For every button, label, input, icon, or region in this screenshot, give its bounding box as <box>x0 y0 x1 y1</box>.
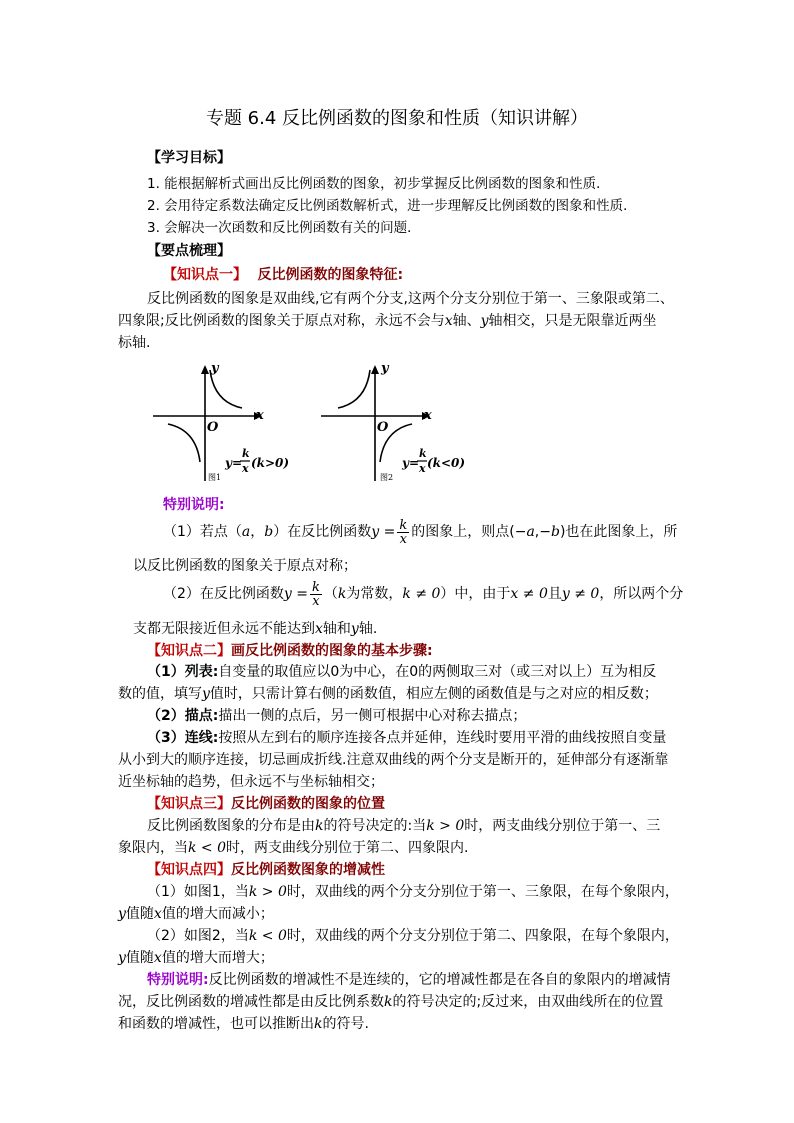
y-axis-label: y <box>381 361 389 376</box>
formula-denominator: x <box>419 462 426 475</box>
kp4-line <box>147 881 679 901</box>
kp2-title: 画反比例函数的图象的基本步骤: <box>231 643 433 659</box>
goal-item: 3. 会解决一次函数和反比例函数有关的问题． <box>147 220 421 236</box>
k-condition: k ≠ 0 <box>402 586 441 602</box>
note1-line <box>163 516 677 548</box>
text: 值随 <box>125 950 154 966</box>
text: ， <box>250 524 265 540</box>
page-title: 专题 6.4 反比例函数的图象和性质（知识讲解） <box>205 108 589 129</box>
k-var: k <box>314 1016 323 1032</box>
fraction-numerator: k <box>399 517 408 533</box>
b-var: b <box>550 524 560 540</box>
x-var: x <box>315 621 323 637</box>
text: 值的增大而减小； <box>161 906 274 922</box>
text: （1）如图1，当 <box>147 884 249 900</box>
text: 时，两支曲线分别位于第一、三 <box>464 818 661 834</box>
text: 轴. <box>358 621 378 637</box>
x-var: x <box>444 313 453 329</box>
text: ，所以两个分 <box>599 586 684 602</box>
kp2-line <box>147 727 666 747</box>
kp1-para-line: 标轴. <box>118 335 151 351</box>
kp4-line <box>147 925 679 945</box>
origin-label: O <box>207 420 219 435</box>
kp1-heading <box>163 264 403 284</box>
y-condition: y ≠ 0 <box>561 586 600 602</box>
formula-prefix: y= <box>225 456 243 470</box>
note2-line <box>118 1013 369 1033</box>
kp2-line: 近坐标轴的趋势，但永远不与坐标轴相交； <box>118 774 384 790</box>
note2-label: 特别说明: <box>147 972 209 988</box>
step-label: （1）列表: <box>147 664 219 680</box>
text: 支都无限接近但永远不能达到 <box>133 621 315 637</box>
step-label: （3）连线: <box>147 730 219 746</box>
text: 为常数， <box>346 586 403 602</box>
text: 描出一侧的点后，另一侧可根据中心对称去描点； <box>218 708 527 724</box>
kp2-line <box>118 683 658 703</box>
y-equals: y = <box>371 524 396 540</box>
text: ,− <box>534 524 551 540</box>
formula-numerator: k <box>419 447 427 460</box>
fraction-denominator: x <box>312 593 320 609</box>
x-var: x <box>153 950 162 966</box>
x-axis-label: x <box>424 408 432 423</box>
x-condition: x ≠ 0 <box>510 586 548 602</box>
formula-prefix: y= <box>402 456 420 470</box>
note2-line <box>118 991 663 1011</box>
text: 时，两支曲线分别位于第二、四象限内. <box>226 840 469 856</box>
y-axis-arrow <box>371 365 379 374</box>
fraction-denominator: x <box>399 531 407 547</box>
x-var: x <box>153 906 162 922</box>
b-var: b <box>264 524 274 540</box>
note1-line <box>163 578 683 610</box>
kp2-line <box>147 661 656 681</box>
text: 数的值，填写 <box>118 686 202 702</box>
fraction-k-over-x <box>397 519 409 546</box>
text: 况，反比例函数的增减性都是由反比例系数 <box>118 994 384 1010</box>
text: 的符号决定的;反过来，由双曲线所在的位置 <box>392 994 664 1010</box>
y-var: y <box>480 313 489 329</box>
figure-caption: 图2 <box>380 473 394 482</box>
text: 值的增大而增大； <box>161 950 274 966</box>
text: 的图象上，则点(− <box>411 524 527 540</box>
text: 反比例函数图象的分布是由 <box>147 818 315 834</box>
kp1-para-line: 反比例函数的图象是双曲线,它有两个分支,这两个分支分别位于第一、三象限或第二、 <box>147 291 674 307</box>
hyperbola-branch-q3 <box>168 424 200 462</box>
text: 反比例函数的增减性不是连续的，它的增减性都是在各自的象限内的增减情 <box>208 972 671 988</box>
text: 按照从左到右的顺序连接各点并延伸，连线时要用平滑的曲线按照自变量 <box>218 730 667 746</box>
kp2-heading <box>147 640 433 660</box>
y-equals: y = <box>283 586 309 602</box>
goal-item: 2. 会用待定系数法确定反比例函数解析式，进一步理解反比例函数的图象和性质． <box>147 198 637 214</box>
text: 且 <box>547 586 562 602</box>
y-axis-arrow <box>201 365 209 374</box>
text: ）在反比例函数 <box>273 524 372 540</box>
y-var: y <box>202 686 210 702</box>
kp3-heading <box>147 793 385 813</box>
note2-line <box>147 969 671 989</box>
text: 轴、 <box>452 313 481 329</box>
text: )也在此图象上，所 <box>559 524 678 540</box>
text: 象限内，当 <box>118 840 188 856</box>
text: （2）如图2，当 <box>147 928 249 944</box>
kp2-line <box>147 705 526 725</box>
fraction-k-over-x <box>310 581 322 608</box>
figure-1-graph <box>150 356 290 486</box>
k-var: k <box>315 818 324 834</box>
text: 时，双曲线的两个分支分别位于第一、三象限，在每个象限内， <box>286 884 679 900</box>
text: 值时，只需计算右侧的函数值，相应左侧的函数值是与之对应的相反数； <box>209 686 658 702</box>
goal-item: 1. 能根据解析式画出反比例函数的图象，初步掌握反比例函数的图象和性质． <box>147 176 610 192</box>
text: 轴和 <box>322 621 351 637</box>
y-var: y <box>350 621 359 637</box>
figure-caption: 图1 <box>208 473 222 482</box>
formula-condition: (k>0) <box>251 456 290 470</box>
k-var: k <box>384 994 393 1010</box>
step-label: （2）描点: <box>147 708 219 724</box>
kp2-line: 从小到大的顺序连接，切忌画成折线.注意双曲线的两个分支是断开的，延伸部分有逐渐靠 <box>118 752 669 768</box>
text: （1）若点（ <box>163 524 242 540</box>
text: 时，双曲线的两个分支分别位于第二、四象限，在每个象限内， <box>286 928 679 944</box>
text: 值随 <box>125 906 154 922</box>
goals-heading: 【学习目标】 <box>147 150 231 166</box>
kp2-mark: 【知识点二】 <box>147 643 231 659</box>
kp3-title: 反比例函数的图象的位置 <box>231 796 385 812</box>
text: ）中，由于 <box>440 586 511 602</box>
figure-2-graph <box>318 356 466 486</box>
kp4-line <box>118 947 274 967</box>
kp4-line <box>118 903 274 923</box>
k-condition: k > 0 <box>426 818 465 834</box>
kp4-mark: 【知识点四】 <box>147 862 231 878</box>
text: （2）在反比例函数 <box>163 586 284 602</box>
formula-condition: (k<0) <box>427 456 466 470</box>
text: 自变量的取值应以0为中心，在0的两侧取三对（或三对以上）互为相反 <box>218 664 657 680</box>
text: 和函数的增减性，也可以推断出 <box>118 1016 314 1032</box>
note1-label: 特别说明: <box>163 497 225 513</box>
kp1-mark: 【知识点一】 <box>163 267 247 283</box>
kp4-heading <box>147 859 385 879</box>
kp3-line <box>147 815 660 835</box>
y-var: y <box>118 950 126 966</box>
kp1-title: 反比例函数的图象特征: <box>257 267 404 283</box>
y-axis-label: y <box>211 361 219 376</box>
kp3-mark: 【知识点三】 <box>147 796 231 812</box>
note1-line: 以反比例函数的图象关于原点对称； <box>133 558 357 574</box>
x-axis-label: x <box>256 408 264 423</box>
text: 四象限;反比例函数的图象关于原点对称，永远不会与 <box>118 313 445 329</box>
a-var: a <box>241 524 251 540</box>
k-condition: k < 0 <box>188 840 227 856</box>
origin-label: O <box>377 420 389 435</box>
formula-denominator: x <box>242 462 249 475</box>
k-condition: k < 0 <box>248 928 287 944</box>
k-var: k <box>337 586 347 602</box>
text: 的符号决定的:当 <box>323 818 427 834</box>
k-condition: k > 0 <box>248 884 287 900</box>
text: 轴相交，只是无限靠近两坐 <box>488 313 657 329</box>
note1-line <box>133 618 377 638</box>
kp1-para-line <box>118 310 657 330</box>
text: 的符号. <box>322 1016 369 1032</box>
kp3-line <box>118 837 468 857</box>
points-heading: 【要点梳理】 <box>147 243 231 259</box>
formula-numerator: k <box>242 447 250 460</box>
a-var: a <box>526 524 535 540</box>
fraction-numerator: k <box>312 579 320 595</box>
kp4-title: 反比例函数图象的增减性 <box>231 862 385 878</box>
y-var: y <box>118 906 126 922</box>
text: （ <box>323 586 338 602</box>
hyperbola-branch-q2 <box>338 370 370 408</box>
